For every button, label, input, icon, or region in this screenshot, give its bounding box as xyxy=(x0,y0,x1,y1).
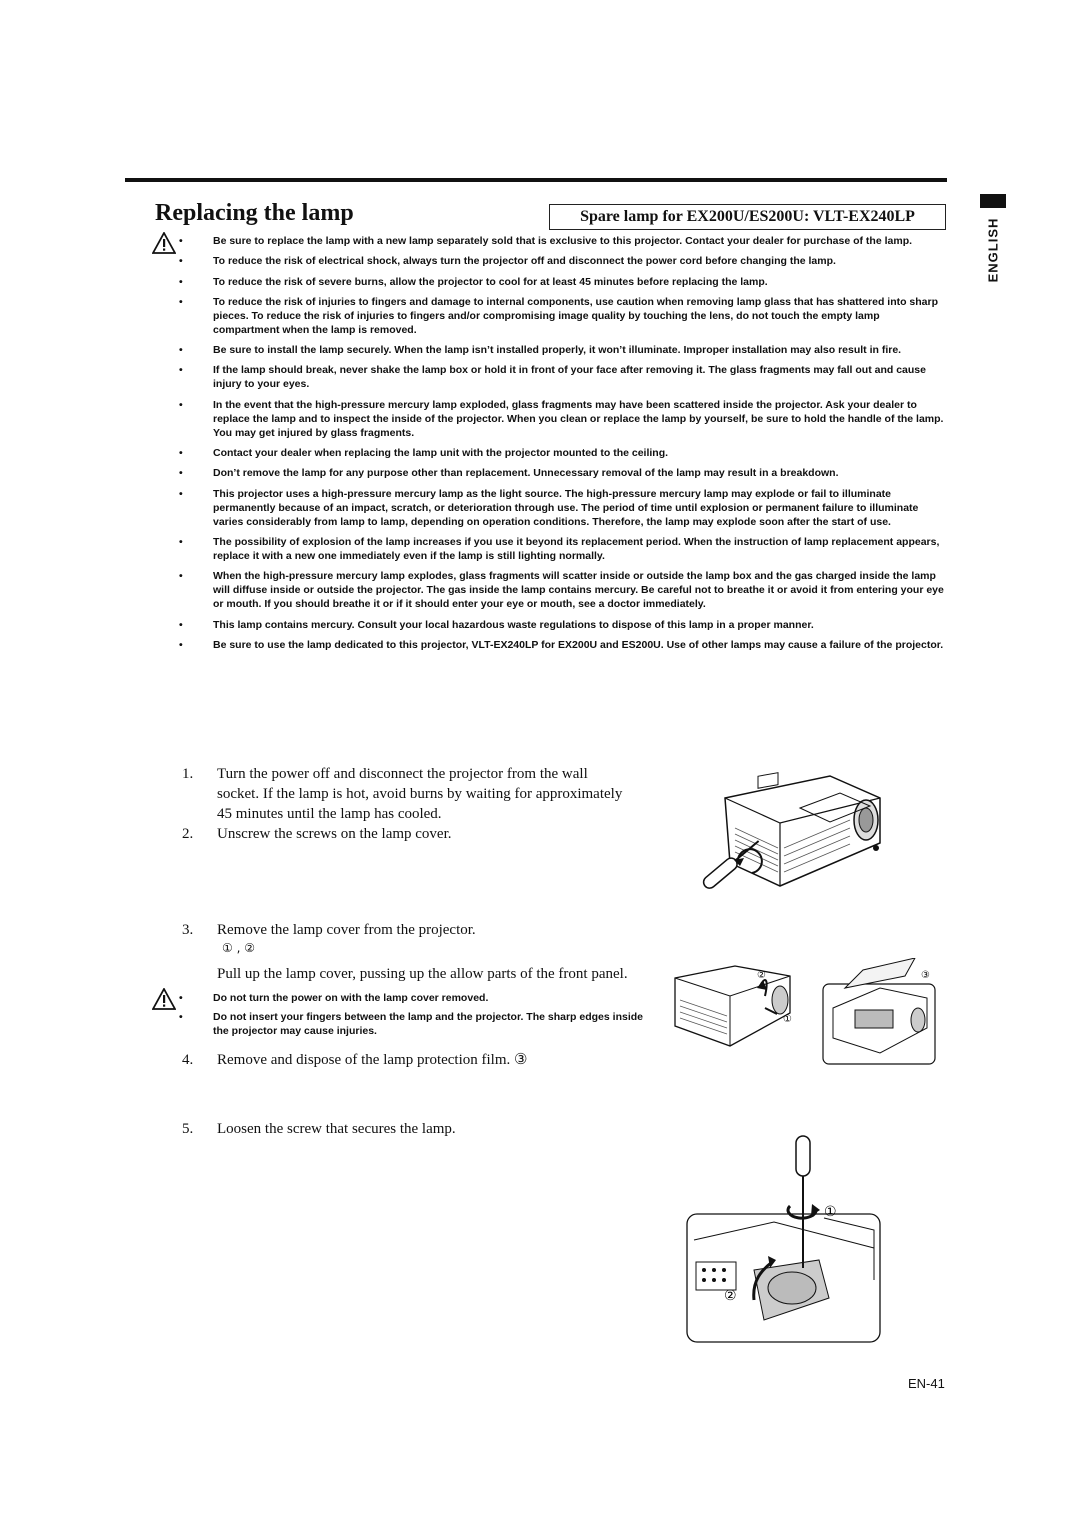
step-number: 1. xyxy=(182,766,194,782)
step-3-subtext: Pull up the lamp cover, pussing up the allow parts of the front panel. xyxy=(217,966,628,982)
warning-item: • Be sure to install the lamp securely. When the lamp isn’t installed properly, it won’t illuminate. Improper installation may also result in fire. xyxy=(176,343,946,357)
warning-item: • Don’t remove the lamp for any purpose other than replacement. Unnecessary removal of the lamp may result in a breakdown. xyxy=(176,466,946,480)
warning-item: • Do not insert your fingers between the lamp and the projector. The sharp edges inside the projector may cause injuries. xyxy=(176,1010,656,1038)
step-text: Remove the lamp cover from the projector. xyxy=(217,922,476,938)
step-text: Loosen the screw that secures the lamp. xyxy=(217,1121,456,1137)
warning-item: • To reduce the risk of electrical shock, always turn the projector off and disconnect the power cord before changing the lamp. xyxy=(176,254,946,268)
warning-item: • Be sure to replace the lamp with a new lamp separately sold that is exclusive to this projector. Contact your dealer for purchase of the lamp. xyxy=(176,234,946,248)
warning-item: • Be sure to use the lamp dedicated to this projector, VLT-EX240LP for EX200U and ES200U. Use of other lamps may cause a failure of the projector. xyxy=(176,638,946,652)
warning-item: • Do not turn the power on with the lamp cover removed. xyxy=(176,991,656,1005)
step-number: 3. xyxy=(182,922,194,938)
figure-label: ① xyxy=(824,1204,837,1220)
step-text: Unscrew the screws on the lamp cover. xyxy=(217,826,452,842)
step-text: Turn the power off and disconnect the projector from the wall xyxy=(217,766,588,782)
warning-list-2 xyxy=(176,991,656,1043)
warning-item: • To reduce the risk of severe burns, allow the projector to cool for at least 45 minutes before replacing the lamp. xyxy=(176,275,946,289)
warning-icon xyxy=(152,988,176,1010)
side-tab-language: ENGLISH xyxy=(985,217,1001,283)
warning-list xyxy=(176,234,946,658)
step-text: socket. If the lamp is hot, avoid burns by waiting for approximately xyxy=(217,786,623,802)
warning-item: • The possibility of explosion of the lamp increases if you use it beyond its replacement period. When the instruction of lamp replacement appears, replace it with a new one immediately even if the lamp is still lighting normally. xyxy=(176,535,946,563)
projector-lamp-cover-illustration xyxy=(680,768,890,908)
warning-item: • To reduce the risk of injuries to fingers and damage to internal components, use caution when removing lamp glass that has shattered into sharp pieces. To reduce the risk of injuries to fingers and/or compromising image quality by touching the lens, do not touch the empty lamp compartment when the lamp is removed. xyxy=(176,295,946,337)
warning-icon xyxy=(152,232,176,254)
top-rule xyxy=(125,178,947,182)
figure-label: ② xyxy=(724,1288,737,1304)
figure-label: ① xyxy=(783,1014,792,1025)
warning-item: • When the high-pressure mercury lamp explodes, glass fragments will scatter inside or outside the lamp box and the gas charged inside the lamp will diffuse inside or outside the projector. The gas inside the lamp contains mercury. Be careful not to breathe it or avoid it from entering your eye or mouth. If you should breathe it or if it should enter your eye or mouth, see a doctor immediately. xyxy=(176,569,946,611)
warning-item: • If the lamp should break, never shake the lamp box or hold it in front of your face after removing it. The glass fragments may fall out and cause injury to your eyes. xyxy=(176,363,946,391)
side-tab-marker xyxy=(980,194,1006,208)
spare-lamp-box: Spare lamp for EX200U/ES200U: VLT-EX240LP xyxy=(549,204,946,230)
step-number: 4. xyxy=(182,1052,194,1068)
lamp-screw-illustration xyxy=(684,1130,884,1345)
step-3-circled-refs: ① , ② xyxy=(222,941,255,955)
step-number: 5. xyxy=(182,1121,194,1137)
lamp-cover-removal-illustration xyxy=(665,958,945,1068)
warning-item: • In the event that the high-pressure mercury lamp exploded, glass fragments may have been scattered inside the projector. Ask your dealer to replace the lamp and to inspect the inside of the projector. When you clean or replace the lamp by yourself, be sure to hold the handle of the lamp. You may get injured by glass fragments. xyxy=(176,398,946,440)
warning-item: • Contact your dealer when replacing the lamp unit with the projector mounted to the ceiling. xyxy=(176,446,946,460)
page-number: EN-41 xyxy=(908,1376,945,1391)
step-text: Remove and dispose of the lamp protection film. ③ xyxy=(217,1052,528,1068)
figure-label: ③ xyxy=(921,970,930,981)
step-number: 2. xyxy=(182,826,194,842)
warning-item: • This projector uses a high-pressure mercury lamp as the light source. The high-pressure mercury lamp may explode or fail to illuminate permanently because of an impact, scratch, or deterioration through use. The period of time until explosion or permanent failure to illuminate varies considerably from lamp to lamp, depending on operation conditions. Therefore, the lamp may explode soon after the start of use. xyxy=(176,487,946,529)
page-title: Replacing the lamp xyxy=(155,200,354,226)
step-text: 45 minutes until the lamp has cooled. xyxy=(217,806,442,822)
figure-label: ② xyxy=(757,970,766,981)
warning-item: • This lamp contains mercury. Consult your local hazardous waste regulations to dispose of this lamp in a proper manner. xyxy=(176,618,946,632)
